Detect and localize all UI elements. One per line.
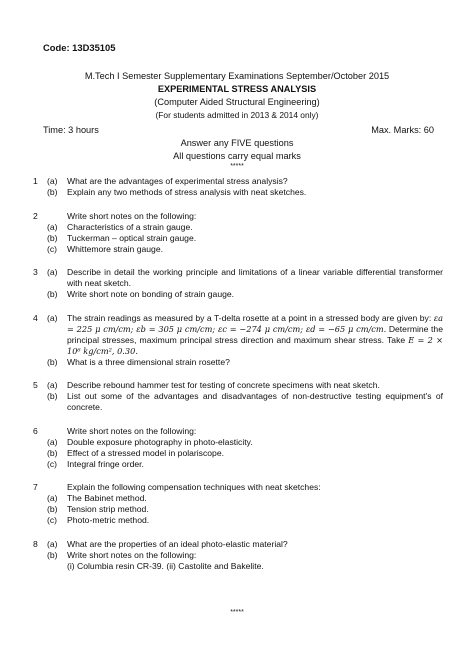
part-label: (a)	[47, 436, 58, 447]
part-label: (b)	[47, 187, 58, 197]
part-text	[67, 313, 443, 357]
question-part	[33, 550, 443, 561]
material-constants-formula: E = 2 × 10⁶ kg/cm², 0.30.	[67, 334, 444, 356]
question-stem	[33, 426, 443, 437]
question-number: 8	[33, 538, 38, 549]
question-part	[33, 437, 443, 448]
part-text: Describe in detail the working principle and limitations of a linear variable differential transformer with neat sketch.	[67, 267, 443, 288]
part-text: What are the advantages of experimental stress analysis?	[67, 176, 288, 186]
strain-readings-formula: εa = 225 μ cm/cm; εb = 305 μ cm/cm; εc = −274 μ cm/cm; εd = −65 μ cm/cm.	[67, 312, 443, 334]
question-part	[33, 233, 443, 244]
question-number: 6	[33, 425, 38, 436]
question-part	[33, 380, 443, 391]
part-text: Write short notes on the following:	[67, 549, 197, 560]
question-part	[33, 504, 443, 515]
question-7	[33, 482, 443, 526]
question-part	[33, 176, 443, 187]
part-label: (a)	[47, 493, 58, 503]
part-text: Effect of a stressed model in polariscope.	[67, 447, 224, 458]
question-part	[33, 222, 443, 233]
question-part	[33, 187, 443, 198]
part-text: List out some of the advantages and disadvantages of non-destructive testing equipment's of concrete.	[67, 391, 443, 412]
part-text: Photo-metric method.	[67, 515, 150, 525]
question-number: 7	[33, 482, 38, 492]
instruction-answer: Answer any FIVE questions	[180, 138, 294, 148]
part-label: (c)	[47, 458, 58, 469]
question-5	[33, 380, 443, 413]
question-stem	[33, 211, 443, 222]
question-number: 1	[33, 176, 38, 186]
question-part	[33, 289, 443, 300]
footer-separator: *****	[230, 609, 244, 616]
part-label: (c)	[47, 243, 58, 254]
question-part	[33, 515, 443, 526]
question-part	[33, 493, 443, 504]
question-4	[33, 313, 443, 368]
question-part	[33, 448, 443, 459]
question-1	[33, 176, 443, 198]
question-subpart	[33, 561, 443, 572]
stem-text: Write short notes on the following:	[67, 210, 197, 221]
stem-text: Write short notes on the following:	[67, 425, 197, 436]
subject-title: EXPERIMENTAL STRESS ANALYSIS	[157, 84, 317, 94]
exam-name: M.Tech I Semester Supplementary Examinations September/October 2015	[84, 71, 390, 81]
part-label: (a)	[47, 221, 58, 232]
time-allowed: Time: 3 hours	[43, 125, 99, 135]
question-part	[33, 539, 443, 550]
part-label: (a)	[47, 538, 58, 549]
part-label: (a)	[47, 176, 58, 186]
part-label: (b)	[47, 356, 58, 367]
question-number: 4	[33, 312, 38, 323]
part-text: Double exposure photography in photo-elasticity.	[67, 436, 253, 447]
part-label: (b)	[47, 447, 58, 458]
part-text: What is a three dimensional strain rosette?	[67, 356, 230, 367]
part-text: Explain any two methods of stress analysis with neat sketches.	[67, 187, 307, 197]
question-number: 2	[33, 210, 38, 221]
part-label: (a)	[47, 380, 58, 390]
part-label: (c)	[47, 515, 58, 525]
part-text: Integral fringe order.	[67, 458, 144, 469]
header-separator: *****	[230, 163, 244, 170]
part-text-intro: The strain readings as measured by a T-delta rosette at a point in a stressed body are given by:	[67, 312, 432, 323]
part-label: (a)	[47, 312, 58, 323]
question-part	[33, 391, 443, 413]
question-part	[33, 459, 443, 470]
question-part	[33, 244, 443, 255]
question-2	[33, 211, 443, 255]
question-number: 5	[33, 380, 38, 390]
part-text: Tuckerman – optical strain gauge.	[67, 232, 197, 243]
question-part	[33, 357, 443, 368]
part-text: Write short note on bonding of strain gauge.	[67, 289, 235, 299]
stem-text: Explain the following compensation techniques with neat sketches:	[67, 482, 321, 492]
question-list	[33, 176, 443, 584]
part-label: (b)	[47, 391, 58, 401]
part-text: Tension strip method.	[67, 504, 149, 514]
question-6	[33, 426, 443, 470]
part-text: The Babinet method.	[67, 493, 147, 503]
question-part	[33, 313, 443, 357]
part-label: (a)	[47, 267, 58, 277]
part-text-line2: (i) Columbia resin CR-39. (ii) Castolite and Bakelite.	[67, 560, 264, 571]
paper-code: Code: 13D35105	[43, 42, 116, 53]
question-stem	[33, 482, 443, 493]
part-label: (b)	[47, 232, 58, 243]
part-text-task: Determine the principal stresses, maximum principal stress direction and maximum shear stress. Take	[67, 323, 443, 345]
question-8	[33, 539, 443, 572]
question-3	[33, 267, 443, 300]
part-label: (b)	[47, 504, 58, 514]
admission-note: (For students admitted in 2013 & 2014 only)	[155, 110, 319, 120]
part-label: (b)	[47, 549, 58, 560]
instruction-marks: All questions carry equal marks	[173, 151, 301, 161]
part-text: Describe rebound hammer test for testing of concrete specimens with neat sketch.	[67, 380, 380, 390]
question-number: 3	[33, 267, 38, 277]
part-text: What are the properties of an ideal photo-elastic material?	[67, 538, 288, 549]
part-label: (b)	[47, 289, 58, 299]
part-text: Characteristics of a strain gauge.	[67, 221, 193, 232]
max-marks: Max. Marks: 60	[371, 125, 434, 135]
question-part	[33, 267, 443, 289]
specialization: (Computer Aided Structural Engineering)	[154, 97, 320, 107]
part-text: Whittemore strain gauge.	[67, 243, 164, 254]
